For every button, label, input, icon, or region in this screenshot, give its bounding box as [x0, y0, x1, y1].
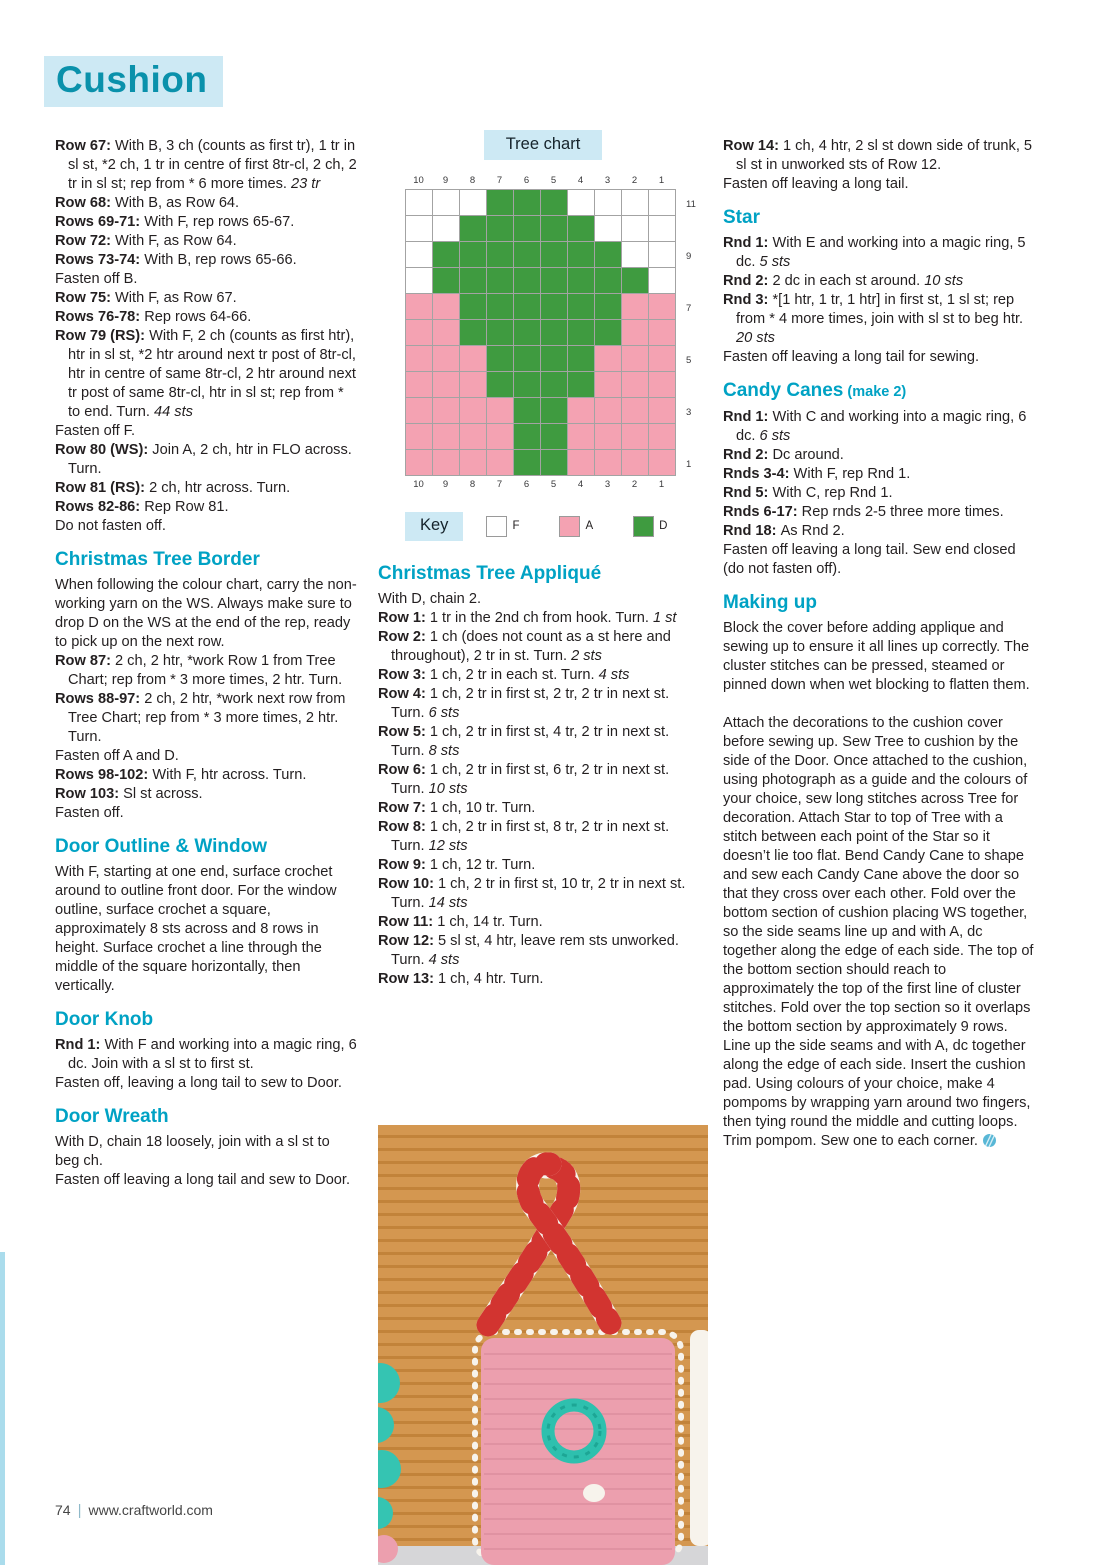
left-column	[55, 137, 358, 1190]
chart-cell	[541, 268, 568, 294]
chart-cell	[433, 424, 460, 450]
pattern-paragraph: Rnd 2: 2 dc in each st around. 10 sts	[723, 273, 964, 289]
chart-cell	[487, 424, 514, 450]
chart-row-number: 7	[686, 302, 692, 314]
section-heading: Door Wreath	[55, 1106, 169, 1127]
pattern-paragraph: Rows 82-86: Rep Row 81.	[55, 499, 229, 515]
chart-cell	[460, 346, 487, 372]
page-number: 74	[55, 1502, 71, 1518]
chart-cell	[433, 320, 460, 346]
pattern-paragraph: Rnd 1: With F and working into a magic ring, 6 dc. Join with a sl st to first st.	[55, 1037, 357, 1072]
pattern-paragraph: Fasten off B.	[55, 271, 138, 287]
chart-cell	[595, 398, 622, 424]
chart-cell	[406, 268, 433, 294]
chart-cell	[595, 216, 622, 242]
chart-cell	[541, 372, 568, 398]
tree-chart-title: Tree chart	[484, 130, 602, 160]
pattern-paragraph: Row 80 (WS): Join A, 2 ch, htr in FLO across. Turn.	[55, 442, 352, 477]
pattern-paragraph: Row 5: 1 ch, 2 tr in first st, 4 tr, 2 tr in next st. Turn. 8 sts	[378, 723, 670, 759]
chart-cell	[622, 320, 649, 346]
chart-cell	[514, 268, 541, 294]
chart-cell	[406, 450, 433, 476]
legend-swatch	[559, 516, 580, 537]
legend-label: D	[659, 520, 668, 532]
chart-row-number: 5	[686, 354, 692, 366]
chart-cell	[649, 372, 676, 398]
chart-cell	[460, 372, 487, 398]
pattern-paragraph: Row 72: With F, as Row 64.	[55, 233, 237, 249]
chart-cell	[595, 372, 622, 398]
chart-cell	[433, 372, 460, 398]
pattern-paragraph: Fasten off.	[55, 805, 124, 821]
chart-cell	[568, 346, 595, 372]
legend-item-D	[633, 516, 667, 537]
chart-cell	[514, 372, 541, 398]
legend-label: A	[585, 520, 594, 532]
legend-item-F	[486, 516, 519, 537]
pattern-paragraph: Row 8: 1 ch, 2 tr in first st, 8 tr, 2 tr in next st. Turn. 12 sts	[378, 818, 670, 854]
chart-cell	[460, 424, 487, 450]
chart-cell	[514, 320, 541, 346]
pattern-paragraph: Rows 88-97: 2 ch, 2 htr, *work next row from Tree Chart; rep from * 3 more times, 2 htr. Turn.	[55, 691, 346, 745]
chart-cell	[595, 450, 622, 476]
chart-cell	[487, 294, 514, 320]
pattern-paragraph: Do not fasten off.	[55, 518, 166, 534]
chart-cell	[541, 320, 568, 346]
pattern-paragraph: Row 14: 1 ch, 4 htr, 2 sl st down side of trunk, 5 sl st in unworked sts of Row 12.	[723, 138, 1033, 173]
pattern-paragraph: With D, chain 2.	[378, 590, 482, 607]
chart-cell	[406, 242, 433, 268]
footer-separator: |	[77, 1502, 82, 1519]
tree-chart-grid	[405, 189, 676, 476]
pattern-paragraph: Fasten off leaving a long tail.	[723, 176, 909, 192]
chart-cell	[541, 216, 568, 242]
chart-cell	[433, 346, 460, 372]
chart-cell	[649, 346, 676, 372]
chart-cell	[568, 268, 595, 294]
chart-cell	[433, 268, 460, 294]
pattern-paragraph: Row 75: With F, as Row 67.	[55, 290, 237, 306]
chart-cell	[514, 424, 541, 450]
pattern-paragraph: Rows 73-74: With B, rep rows 65-66.	[55, 252, 297, 268]
chart-cell	[406, 398, 433, 424]
chart-cell	[460, 190, 487, 216]
chart-cell	[514, 294, 541, 320]
legend-label: F	[512, 520, 520, 532]
pattern-paragraph: Row 7: 1 ch, 10 tr. Turn.	[378, 799, 536, 816]
chart-cell	[568, 294, 595, 320]
chart-cell	[595, 320, 622, 346]
pattern-paragraph: Rnd 2: Dc around.	[723, 447, 844, 463]
chart-row-number: 9	[686, 250, 692, 262]
section-heading: Door Outline & Window	[55, 836, 267, 857]
chart-cell	[433, 398, 460, 424]
pattern-paragraph: Rows 69-71: With F, rep rows 65-67.	[55, 214, 295, 230]
section-heading: Star	[723, 207, 760, 228]
chart-row-number: 11	[686, 198, 696, 210]
chart-cell	[649, 190, 676, 216]
pattern-paragraph: Row 103: Sl st across.	[55, 786, 203, 802]
chart-cell	[622, 346, 649, 372]
chart-cell	[595, 424, 622, 450]
yarn-ball-icon	[983, 1134, 996, 1147]
pattern-paragraph: Row 13: 1 ch, 4 htr. Turn.	[378, 970, 544, 987]
chart-row-numbers	[686, 192, 702, 478]
chart-cell	[406, 216, 433, 242]
chart-cell	[433, 294, 460, 320]
chart-cell	[622, 372, 649, 398]
chart-cell	[568, 372, 595, 398]
pattern-paragraph: With F, starting at one end, surface crochet around to outline front door. For the window outline, surface crochet a square, approximately 8 sts across and 8 rows in height. Surface crochet a line through the middle of the square horizontally, then vertically.	[55, 864, 337, 994]
pattern-paragraph: Fasten off leaving a long tail and sew to Door.	[55, 1172, 351, 1188]
pattern-paragraph: Row 79 (RS): With F, 2 ch (counts as first htr), htr in sl st, *2 htr around next tr post of 8tr-cl, htr in centre of same 8tr-cl, 2 htr around next tr post of same 8tr-cl, htr in sl st; rep from * to end. Turn. 44 sts	[55, 328, 356, 420]
chart-cell	[568, 450, 595, 476]
legend-swatch	[633, 516, 654, 537]
chart-cell	[406, 294, 433, 320]
chart-cell	[622, 216, 649, 242]
pattern-paragraph: Rnds 6-17: Rep rnds 2-5 three more times.	[723, 504, 1004, 520]
chart-cell	[568, 424, 595, 450]
chart-column-numbers-top: 10 9 8 7 6 5 4 3 2 1	[413, 174, 665, 186]
chart-cell	[622, 294, 649, 320]
chart-cell	[541, 242, 568, 268]
pattern-paragraph: Row 6: 1 ch, 2 tr in first st, 6 tr, 2 tr in next st. Turn. 10 sts	[378, 761, 670, 797]
pattern-paragraph: Fasten off A and D.	[55, 748, 179, 764]
chart-cell	[487, 268, 514, 294]
pattern-paragraph: Row 10: 1 ch, 2 tr in first st, 10 tr, 2 tr in next st. Turn. 14 sts	[378, 875, 686, 911]
tree-chart	[378, 130, 708, 541]
chart-cell	[595, 242, 622, 268]
pattern-paragraph: Fasten off, leaving a long tail to sew to Door.	[55, 1075, 342, 1091]
chart-cell	[595, 268, 622, 294]
chart-cell	[649, 424, 676, 450]
chart-cell	[595, 294, 622, 320]
chart-cell	[487, 398, 514, 424]
chart-cell	[487, 346, 514, 372]
section-heading: Door Knob	[55, 1009, 154, 1030]
legend-item-A	[559, 516, 593, 537]
pattern-paragraph: When following the colour chart, carry the non-working yarn on the WS. Always make sure to drop D on the WS at the end of the rep, ready to pick up on the next row.	[55, 577, 357, 650]
pattern-paragraph: Rows 76-78: Rep rows 64-66.	[55, 309, 252, 325]
chart-cell	[541, 190, 568, 216]
pattern-paragraph: Row 2: 1 ch (does not count as a st here and throughout), 2 tr in st. Turn. 2 sts	[378, 628, 671, 664]
spacer	[723, 695, 1036, 714]
chart-cell	[487, 190, 514, 216]
chart-cell	[622, 450, 649, 476]
chart-cell	[568, 190, 595, 216]
chart-key	[405, 512, 681, 541]
pattern-paragraph: Rnds 3-4: With F, rep Rnd 1.	[723, 466, 911, 482]
chart-cell	[460, 294, 487, 320]
pattern-paragraph: Row 9: 1 ch, 12 tr. Turn.	[378, 856, 536, 873]
chart-cell	[622, 190, 649, 216]
chart-key-label: Key	[405, 512, 463, 541]
chart-cell	[460, 268, 487, 294]
chart-cell	[460, 398, 487, 424]
pattern-paragraph: Fasten off leaving a long tail for sewing.	[723, 349, 980, 365]
chart-cell	[649, 320, 676, 346]
chart-cell	[433, 190, 460, 216]
chart-cell	[514, 450, 541, 476]
chart-cell	[460, 320, 487, 346]
pattern-paragraph: Rnd 5: With C, rep Rnd 1.	[723, 485, 893, 501]
section-heading: Making up	[723, 592, 817, 613]
chart-cell	[541, 346, 568, 372]
page-footer	[55, 1502, 213, 1519]
section-heading: Candy Canes (make 2)	[723, 380, 907, 401]
pattern-paragraph: Rnd 3: *[1 htr, 1 tr, 1 htr] in first st, 1 sl st; rep from * 4 more times, join with sl st to beg htr. 20 sts	[723, 292, 1024, 346]
chart-cell	[568, 320, 595, 346]
chart-cell	[595, 346, 622, 372]
pattern-paragraph: Row 11: 1 ch, 14 tr. Turn.	[378, 913, 543, 930]
chart-cell	[406, 190, 433, 216]
chart-cell	[622, 242, 649, 268]
chart-cell	[406, 320, 433, 346]
chart-cell	[649, 398, 676, 424]
pattern-paragraph: Fasten off leaving a long tail. Sew end closed (do not fasten off).	[723, 542, 1016, 577]
pattern-paragraph: Block the cover before adding applique and sewing up to ensure it all lines up correctly. The cluster stitches can be pressed, steamed or pinned down when wet blocking to flatten them.	[723, 620, 1030, 693]
website-url: www.craftworld.com	[88, 1502, 213, 1518]
chart-row-number: 3	[686, 406, 692, 418]
chart-cell	[514, 398, 541, 424]
chart-row-number: 1	[686, 458, 692, 470]
chart-cell	[487, 216, 514, 242]
pattern-paragraph: With D, chain 18 loosely, join with a sl st to beg ch.	[55, 1134, 330, 1169]
section-heading: Christmas Tree Border	[55, 549, 260, 570]
chart-cell	[460, 450, 487, 476]
chart-cell	[649, 294, 676, 320]
chart-cell	[622, 424, 649, 450]
chart-cell	[433, 242, 460, 268]
chart-cell	[487, 320, 514, 346]
chart-cell	[514, 242, 541, 268]
chart-cell	[433, 216, 460, 242]
pattern-paragraph: Row 4: 1 ch, 2 tr in first st, 2 tr, 2 tr in next st. Turn. 6 sts	[378, 685, 670, 721]
chart-cell	[406, 424, 433, 450]
applique-section	[378, 563, 691, 989]
chart-cell	[541, 294, 568, 320]
chart-cell	[460, 216, 487, 242]
chart-cell	[433, 450, 460, 476]
chart-cell	[649, 450, 676, 476]
pattern-paragraph: Row 87: 2 ch, 2 htr, *work Row 1 from Tree Chart; rep from * 3 more times, 2 htr. Turn.	[55, 653, 343, 688]
chart-cell	[568, 242, 595, 268]
section-heading: Christmas Tree Appliqué	[378, 562, 602, 584]
chart-cell	[406, 372, 433, 398]
page-edge-strip	[0, 1252, 5, 1565]
chart-cell	[568, 216, 595, 242]
pattern-paragraph: Row 81 (RS): 2 ch, htr across. Turn.	[55, 480, 291, 496]
pattern-paragraph: Fasten off F.	[55, 423, 136, 439]
chart-cell	[622, 398, 649, 424]
chart-cell	[649, 268, 676, 294]
chart-cell	[514, 346, 541, 372]
chart-cell	[541, 450, 568, 476]
chart-legend	[486, 516, 667, 537]
chart-column-numbers-bottom: 10 9 8 7 6 5 4 3 2 1	[413, 478, 665, 490]
pattern-paragraph: Rnd 1: With C and working into a magic ring, 6 dc. 6 sts	[723, 409, 1027, 444]
legend-swatch	[486, 516, 507, 537]
chart-cell	[568, 398, 595, 424]
cushion-photo-image	[378, 1125, 708, 1565]
chart-cell	[514, 216, 541, 242]
chart-cell	[649, 242, 676, 268]
cushion-photo	[378, 1125, 708, 1565]
pattern-paragraph: Rnd 18: As Rnd 2.	[723, 523, 845, 539]
chart-cell	[622, 268, 649, 294]
middle-column	[378, 122, 708, 989]
door-knob	[583, 1484, 605, 1502]
pattern-paragraph: Rnd 1: With E and working into a magic ring, 5 dc. 5 sts	[723, 235, 1026, 270]
tree-chart-area	[405, 174, 696, 490]
right-column	[723, 137, 1036, 1151]
icing-border	[690, 1330, 708, 1546]
pattern-paragraph: Attach the decorations to the cushion cover before sewing up. Sew Tree to cushion by the side of the Door. Once attached to the cushion, using photograph as a guide and the colours of your choice, sew long stitches across Tree for decoration. Attach Star to top of Tree with a stitch between each point of the Star so it doesn’t lie too flat. Bend Candy Cane to shape and sew each Candy Cane above the door so that they cross over each other. Fold over the bottom section of cushion placing WS together, so the side seams line up and with A, dc together along the edge of each side. The top of the bottom section should reach to approximately the top of the first line of cluster stitches. Fold over the top section so it overlaps the bottom section by approximately 9 rows. Line up the side seams and with A, dc together along the edge of each side. Insert the cushion pad. Using colours of your choice, make 4 pompoms by wrapping yarn around two fingers, then tying round the middle and cutting loops. Trim pompom. Sew one to each corner.	[723, 715, 1034, 1149]
pattern-paragraph: Row 1: 1 tr in the 2nd ch from hook. Turn. 1 st	[378, 609, 677, 626]
chart-cell	[487, 450, 514, 476]
pattern-paragraph: Row 3: 1 ch, 2 tr in each st. Turn. 4 sts	[378, 666, 630, 683]
chart-cell	[406, 346, 433, 372]
chart-cell	[460, 242, 487, 268]
chart-cell	[541, 424, 568, 450]
candy-canes	[488, 1164, 610, 1325]
chart-cell	[514, 190, 541, 216]
page-title: Cushion	[44, 56, 223, 107]
chart-cell	[595, 190, 622, 216]
chart-cell	[649, 216, 676, 242]
pattern-paragraph: Rows 98-102: With F, htr across. Turn.	[55, 767, 307, 783]
pattern-paragraph: Row 68: With B, as Row 64.	[55, 195, 240, 211]
pattern-paragraph: Row 67: With B, 3 ch (counts as first tr), 1 tr in sl st, *2 ch, 1 tr in centre of first 8tr-cl, 2 ch, 2 tr in sl st; rep from * 6 more times. 23 tr	[55, 138, 357, 192]
chart-cell	[487, 242, 514, 268]
teal-pompom-edge	[378, 1363, 401, 1529]
chart-cell	[487, 372, 514, 398]
pattern-paragraph: Row 12: 5 sl st, 4 htr, leave rem sts unworked. Turn. 4 sts	[378, 932, 679, 968]
chart-cell	[541, 398, 568, 424]
